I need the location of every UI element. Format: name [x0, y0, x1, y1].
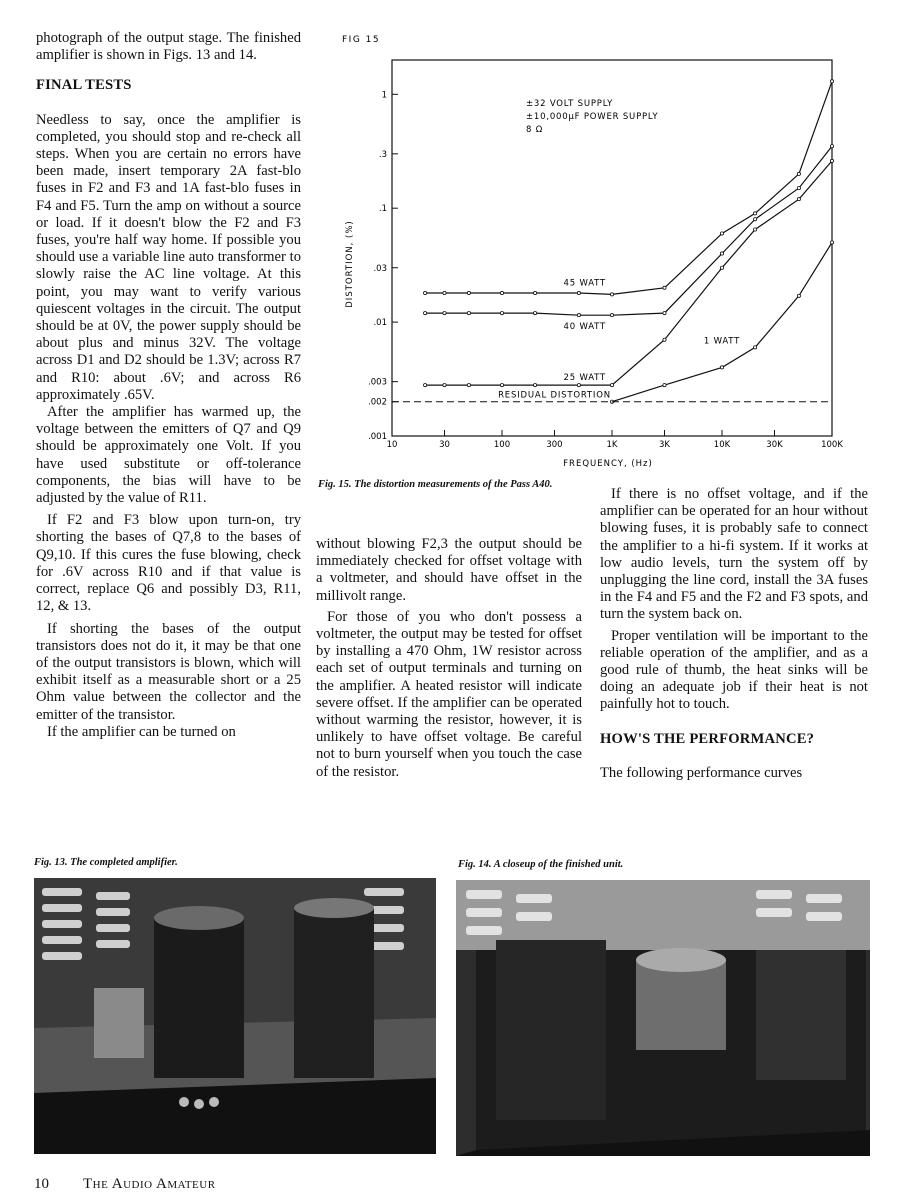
- x-tick-label: 100K: [821, 440, 843, 450]
- data-point: [720, 252, 723, 255]
- data-point: [500, 383, 503, 386]
- y-tick-label: .03: [373, 263, 387, 274]
- x-tick-label: 10: [386, 440, 398, 450]
- data-point: [754, 218, 757, 221]
- y-tick-label: .003: [368, 377, 387, 388]
- amplifier-closeup-photo: [456, 880, 870, 1156]
- paragraph: without blowing F2,3 the output should be immediately checked for offset voltage with a voltmeter, and should have offset in the millivolt range.: [316, 536, 582, 604]
- figure-label: FIG 15: [342, 35, 381, 45]
- amplifier-photo: [34, 878, 436, 1154]
- data-point: [424, 311, 427, 314]
- data-point: [663, 286, 666, 289]
- data-point: [830, 145, 833, 148]
- text-column-left: [36, 30, 301, 741]
- x-tick-label: 100: [493, 440, 511, 450]
- figure-15-caption: Fig. 15. The distortion measurements of the Pass A40.: [318, 479, 553, 490]
- paragraph: The following performance curves: [600, 764, 803, 781]
- text-column-middle: [316, 536, 582, 781]
- data-point: [720, 266, 723, 269]
- data-point: [500, 291, 503, 294]
- series-label: 45 WATT: [563, 278, 606, 289]
- paragraph: Proper ventilation will be important to the reliable operation of the amplifier, and as a good rule of thumb, the heat sinks will be doing an adequate job if their heat is not painfully hot to touch.: [600, 627, 868, 713]
- paragraph: If shorting the bases of the output transistors does not do it, it may be that one of the output transistors is blown, which will exhibit itself as a measurable short or a 25 Ohm value between the collector and the emitter of the transistor.: [36, 620, 301, 723]
- data-point: [797, 187, 800, 190]
- data-point: [754, 228, 757, 231]
- page-number: 10: [34, 1176, 49, 1192]
- paragraph: If there is no offset voltage, and if the amplifier can be operated for an hour without blowing fuses, it is probably safe to connect the amplifier to a hi-fi system. If it works at low audio levels, turn the system off by unplugging the line cord, install the 3A fuses in the F4 and F5 and the F2 and F3 spots, and turn the system back on.: [600, 486, 868, 623]
- data-point: [610, 383, 613, 386]
- data-point: [797, 172, 800, 175]
- distortion-chart: [330, 28, 850, 476]
- data-point: [754, 346, 757, 349]
- publication-title: The Audio Amateur: [83, 1176, 216, 1192]
- section-heading: FINAL TESTS: [36, 77, 132, 94]
- data-point: [830, 159, 833, 162]
- y-axis-label: DISTORTION, (%): [345, 220, 355, 308]
- data-point: [443, 383, 446, 386]
- y-tick-label: 1: [381, 90, 387, 101]
- series-label: RESIDUAL DISTORTION: [498, 390, 611, 401]
- paragraph: If the amplifier can be turned on: [47, 723, 236, 740]
- data-point: [754, 212, 757, 215]
- data-point: [663, 311, 666, 314]
- x-tick-label: 300: [546, 440, 563, 450]
- series-label: 25 WATT: [563, 373, 606, 384]
- data-point: [663, 338, 666, 341]
- data-point: [443, 291, 446, 294]
- data-point: [577, 314, 580, 317]
- paragraph: If F2 and F3 blow upon turn-on, try shorting the bases of Q7,8 to the bases of Q9,10. If this cures the fuse blowing, check for .6V across R10 and if that value is correct, replace Q6 and possibly D3, R11, 12, & 13.: [36, 512, 301, 615]
- data-point: [830, 241, 833, 244]
- data-point: [467, 291, 470, 294]
- series-label: 1 WATT: [703, 336, 741, 347]
- data-point: [610, 314, 613, 317]
- data-point: [500, 311, 503, 314]
- data-point: [720, 366, 723, 369]
- figure-13-caption: Fig. 13. The completed amplifier.: [34, 857, 178, 868]
- series-label: 40 WATT: [563, 322, 606, 333]
- chart-note: ±10,000µF POWER SUPPLY: [526, 112, 659, 122]
- data-point: [577, 383, 580, 386]
- data-point: [610, 293, 613, 296]
- section-heading: HOW'S THE PERFORMANCE?: [600, 730, 815, 747]
- y-tick-label: .3: [378, 149, 387, 160]
- y-tick-label: .001: [368, 432, 387, 442]
- series-line: [425, 161, 832, 385]
- data-point: [443, 311, 446, 314]
- data-point: [534, 383, 537, 386]
- data-point: [663, 383, 666, 386]
- paragraph: photograph of the output stage. The finished amplifier is shown in Figs. 13 and 14.: [36, 30, 301, 64]
- chart-note: 8 Ω: [526, 125, 544, 135]
- series-line: [425, 146, 832, 315]
- y-tick-label: .01: [373, 318, 387, 329]
- data-point: [797, 198, 800, 201]
- data-point: [720, 232, 723, 235]
- data-point: [424, 383, 427, 386]
- paragraph: Needless to say, once the amplifier is completed, you should stop and re-check all steps. When you are certain no errors have been made, insert temporary 2A fast-blo fuses in F2 and F3 and 1A fast-blo fuses in F4 and F5. Turn the amp on without a source or load. If it doesn't blow the F2 and F3 fuses, you're half way home. If possible you should use a variable line auto transformer to slowly raise the AC line voltage. At this point, you may want to verify various quiescent voltages in the circuit. The output should be at 0V, the power supply should be about plus and minus 32V. The voltage across D1 and D2 should be 1.3V; across R7 and R10: about .6V; and across R6 approximately .65V.: [36, 111, 301, 403]
- data-point: [467, 311, 470, 314]
- data-point: [534, 291, 537, 294]
- paragraph: For those of you who don't possess a voltmeter, the output may be tested for offset by installing a 470 Ohm, 1W resistor across each set of output terminals and turning on the amplifier. A heated resistor will indicate severe offset. If the amplifier can be operated without warming the resistor, however, it is unlikely to have offset voltage. Be careful not to burn yourself when you touch the case of the resistor.: [316, 608, 582, 780]
- page-footer: [34, 1176, 216, 1193]
- data-point: [797, 294, 800, 297]
- text-column-right: [600, 486, 868, 782]
- x-tick-label: 30: [439, 440, 450, 450]
- y-tick-label: .002: [368, 397, 387, 408]
- data-point: [534, 311, 537, 314]
- x-tick-label: 3K: [658, 440, 670, 450]
- x-tick-label: 30K: [766, 440, 783, 450]
- data-point: [467, 383, 470, 386]
- figure-14-caption: Fig. 14. A closeup of the finished unit.: [458, 859, 624, 870]
- y-tick-label: .1: [378, 204, 387, 215]
- x-axis-label: FREQUENCY, (Hz): [563, 459, 653, 469]
- data-point: [830, 80, 833, 83]
- paragraph: After the amplifier has warmed up, the voltage between the emitters of Q7 and Q9 should be approximately one Volt. If you have used substitute or off-tolerance components, the bias will have to be adjusted by the value of R11.: [36, 404, 301, 507]
- chart-note: ±32 VOLT SUPPLY: [526, 99, 614, 109]
- x-tick-label: 1K: [606, 440, 618, 450]
- x-tick-label: 10K: [713, 440, 731, 450]
- data-point: [424, 291, 427, 294]
- data-point: [577, 291, 580, 294]
